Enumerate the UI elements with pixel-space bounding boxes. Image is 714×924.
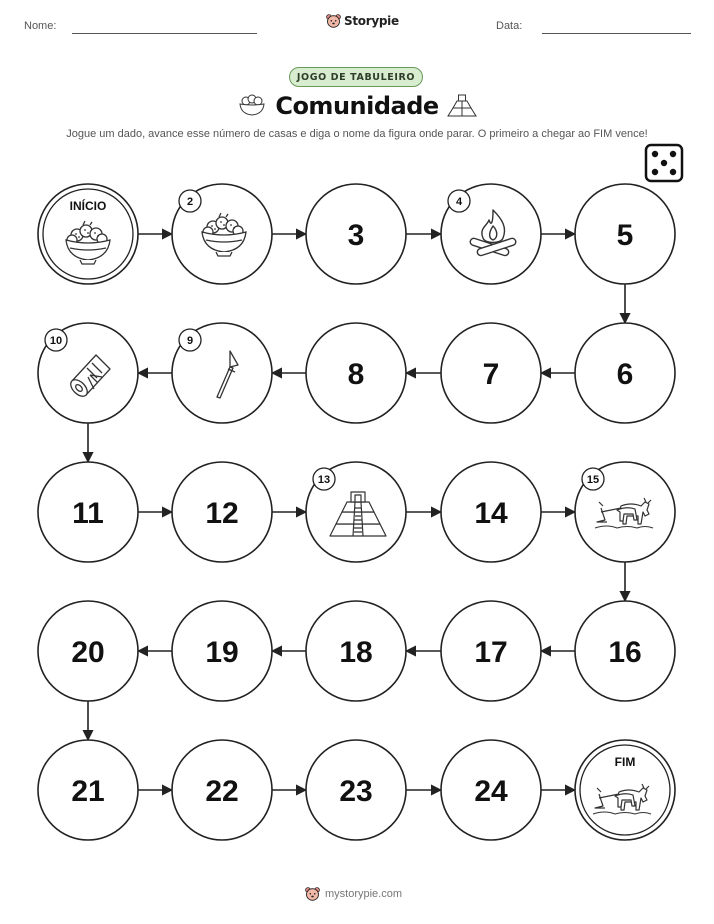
space-number: 15 — [586, 474, 600, 486]
space-number: 2 — [186, 196, 194, 208]
space-number-badge — [313, 468, 335, 490]
space-number: 7 — [482, 358, 500, 391]
board-space-19 — [172, 601, 272, 701]
board-space-24 — [441, 740, 541, 840]
space-number: 23 — [339, 775, 373, 808]
board-space-7 — [441, 323, 541, 423]
end-space — [575, 740, 675, 840]
footer — [305, 886, 402, 902]
board-space-8 — [306, 323, 406, 423]
space-number-badge — [582, 468, 604, 490]
space-number: 8 — [347, 358, 365, 391]
space-number: 22 — [205, 775, 239, 808]
instructions: Jogue um dado, avance esse número de casas e diga o nome da figura onde parar. O primeiro a chegar ao FIM vence! — [66, 128, 648, 140]
space-number: 16 — [608, 636, 642, 669]
page-title: Comunidade — [275, 92, 439, 120]
board-space-16 — [575, 601, 675, 701]
board-space-22 — [172, 740, 272, 840]
space-number-badge — [179, 190, 201, 212]
space-number: 4 — [455, 196, 463, 208]
space-number: 14 — [474, 497, 508, 530]
dice-icon — [643, 142, 685, 184]
name-label: Nome: — [24, 20, 57, 32]
space-number: 3 — [347, 219, 365, 252]
space-number: 19 — [205, 636, 239, 669]
brand-name: Storypie — [344, 14, 399, 28]
end-label: FIM — [614, 755, 636, 769]
board-space-11 — [38, 462, 138, 562]
space-number: 18 — [339, 636, 373, 669]
board-space-23 — [306, 740, 406, 840]
board-space-6 — [575, 323, 675, 423]
space-number: 10 — [49, 335, 63, 347]
space-number: 13 — [317, 474, 331, 486]
board-space-3 — [306, 184, 406, 284]
board-space-14 — [441, 462, 541, 562]
board-space-5 — [575, 184, 675, 284]
space-number: 5 — [616, 219, 634, 252]
bear-mascot-icon — [305, 886, 320, 902]
space-number: 21 — [71, 775, 105, 808]
board-space-12 — [172, 462, 272, 562]
space-number: 6 — [616, 358, 634, 391]
board-space-18 — [306, 601, 406, 701]
space-number: 11 — [72, 497, 104, 530]
space-number: 24 — [474, 775, 508, 808]
space-number-badge — [179, 329, 201, 351]
start-space — [38, 184, 138, 284]
board-space-21 — [38, 740, 138, 840]
space-number: 12 — [205, 497, 239, 530]
space-number: 17 — [474, 636, 508, 669]
board-space-17 — [441, 601, 541, 701]
space-number-badge — [448, 190, 470, 212]
space-number: 9 — [186, 335, 194, 347]
board-space-20 — [38, 601, 138, 701]
date-label: Data: — [496, 20, 523, 32]
footer-url[interactable]: mystorypie.com — [325, 888, 403, 900]
space-number: 20 — [71, 636, 105, 669]
game-type-badge: JOGO DE TABULEIRO — [289, 67, 423, 87]
start-label: INÍCIO — [69, 199, 107, 213]
space-number-badge — [45, 329, 67, 351]
